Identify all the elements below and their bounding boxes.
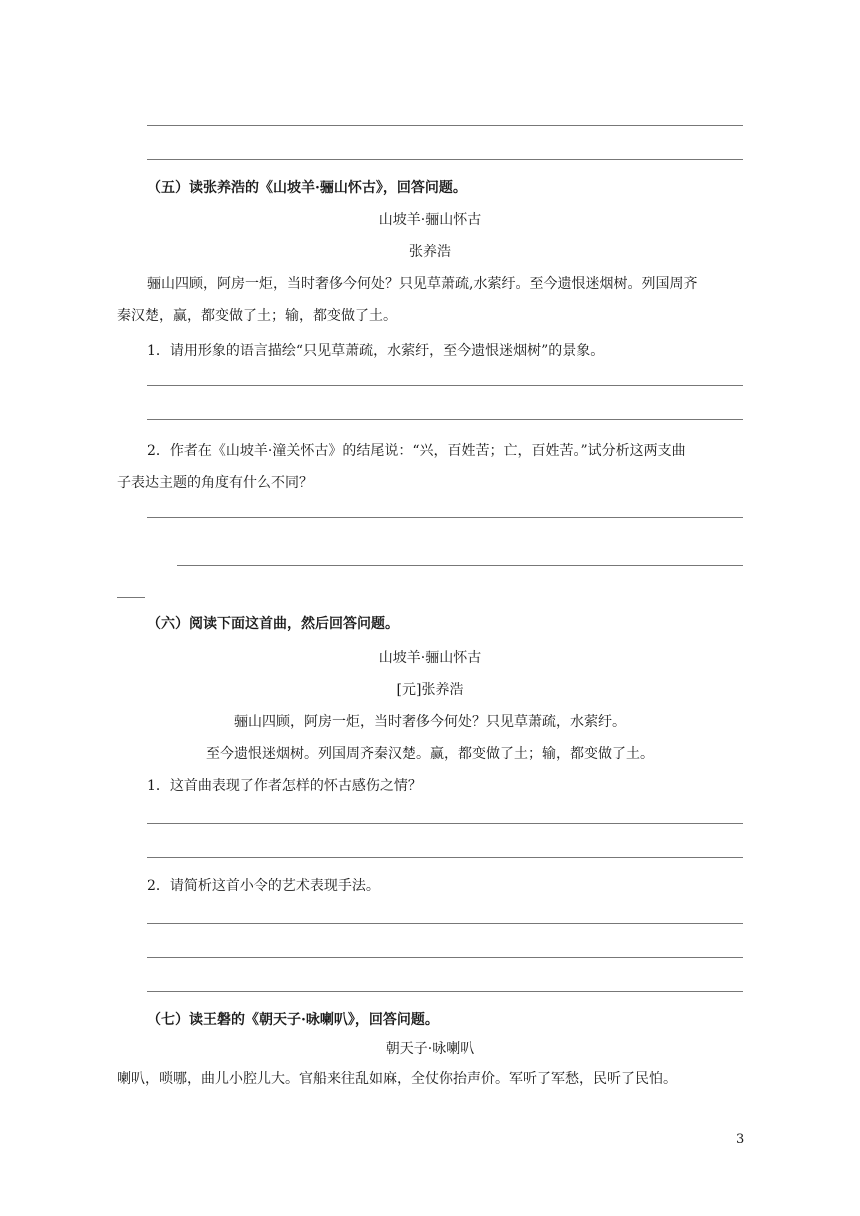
answer-line xyxy=(147,125,743,126)
question: 2．请简析这首小令的艺术表现手法。 xyxy=(147,878,380,894)
section-heading: （七）读王磐的《朝天子·咏喇叭》，回答问题。 xyxy=(147,1012,439,1028)
answer-line xyxy=(147,923,743,924)
poem-text: 骊山四顾，阿房一炬，当时奢侈今何处？只见草萧疏，水萦纡。 xyxy=(234,714,626,730)
answer-line xyxy=(147,385,743,386)
answer-line xyxy=(147,419,743,420)
section-heading: （五）读张养浩的《山坡羊·骊山怀古》，回答问题。 xyxy=(147,180,467,196)
poem-author: 张养浩 xyxy=(409,244,451,260)
question: 2．作者在《山坡羊·潼关怀古》的结尾说：“兴，百姓苦；亡，百姓苦。”试分析这两支曲 xyxy=(147,443,686,459)
answer-line xyxy=(147,823,743,824)
poem-title: 朝天子·咏喇叭 xyxy=(385,1041,475,1057)
question: 子表达主题的角度有什么不同？ xyxy=(117,475,313,491)
answer-line xyxy=(177,565,743,566)
answer-line xyxy=(147,957,743,958)
section-heading: （六）阅读下面这首曲，然后回答问题。 xyxy=(147,616,399,632)
poem-text: 秦汉楚，赢，都变做了土；输，都变做了土。 xyxy=(117,308,397,324)
answer-line xyxy=(147,857,743,858)
page-number: 3 xyxy=(736,1132,745,1147)
poem-text: 至今遗恨迷烟树。列国周齐秦汉楚。赢，都变做了土；输，都变做了土。 xyxy=(206,746,654,762)
question: 1．这首曲表现了作者怎样的怀古感伤之情？ xyxy=(147,778,422,794)
poem-text: 喇叭，唢哪，曲儿小腔儿大。官船来往乱如麻，全仗你抬声价。军听了军愁，民听了民怕。 xyxy=(117,1071,677,1087)
answer-line xyxy=(117,597,145,598)
poem-text: 骊山四顾，阿房一炬，当时奢侈今何处？只见草萧疏,水萦纡。至今遗恨迷烟树。列国周齐 xyxy=(147,276,698,292)
question: 1．请用形象的语言描绘“只见草萧疏，水萦纡，至今遗恨迷烟树”的景象。 xyxy=(147,343,605,359)
answer-line xyxy=(147,991,743,992)
answer-line xyxy=(147,159,743,160)
poem-title: 山坡羊·骊山怀古 xyxy=(378,212,482,228)
answer-line xyxy=(147,517,743,518)
poem-title: 山坡羊·骊山怀古 xyxy=(378,650,482,666)
poem-author: [元]张养浩 xyxy=(396,682,464,698)
